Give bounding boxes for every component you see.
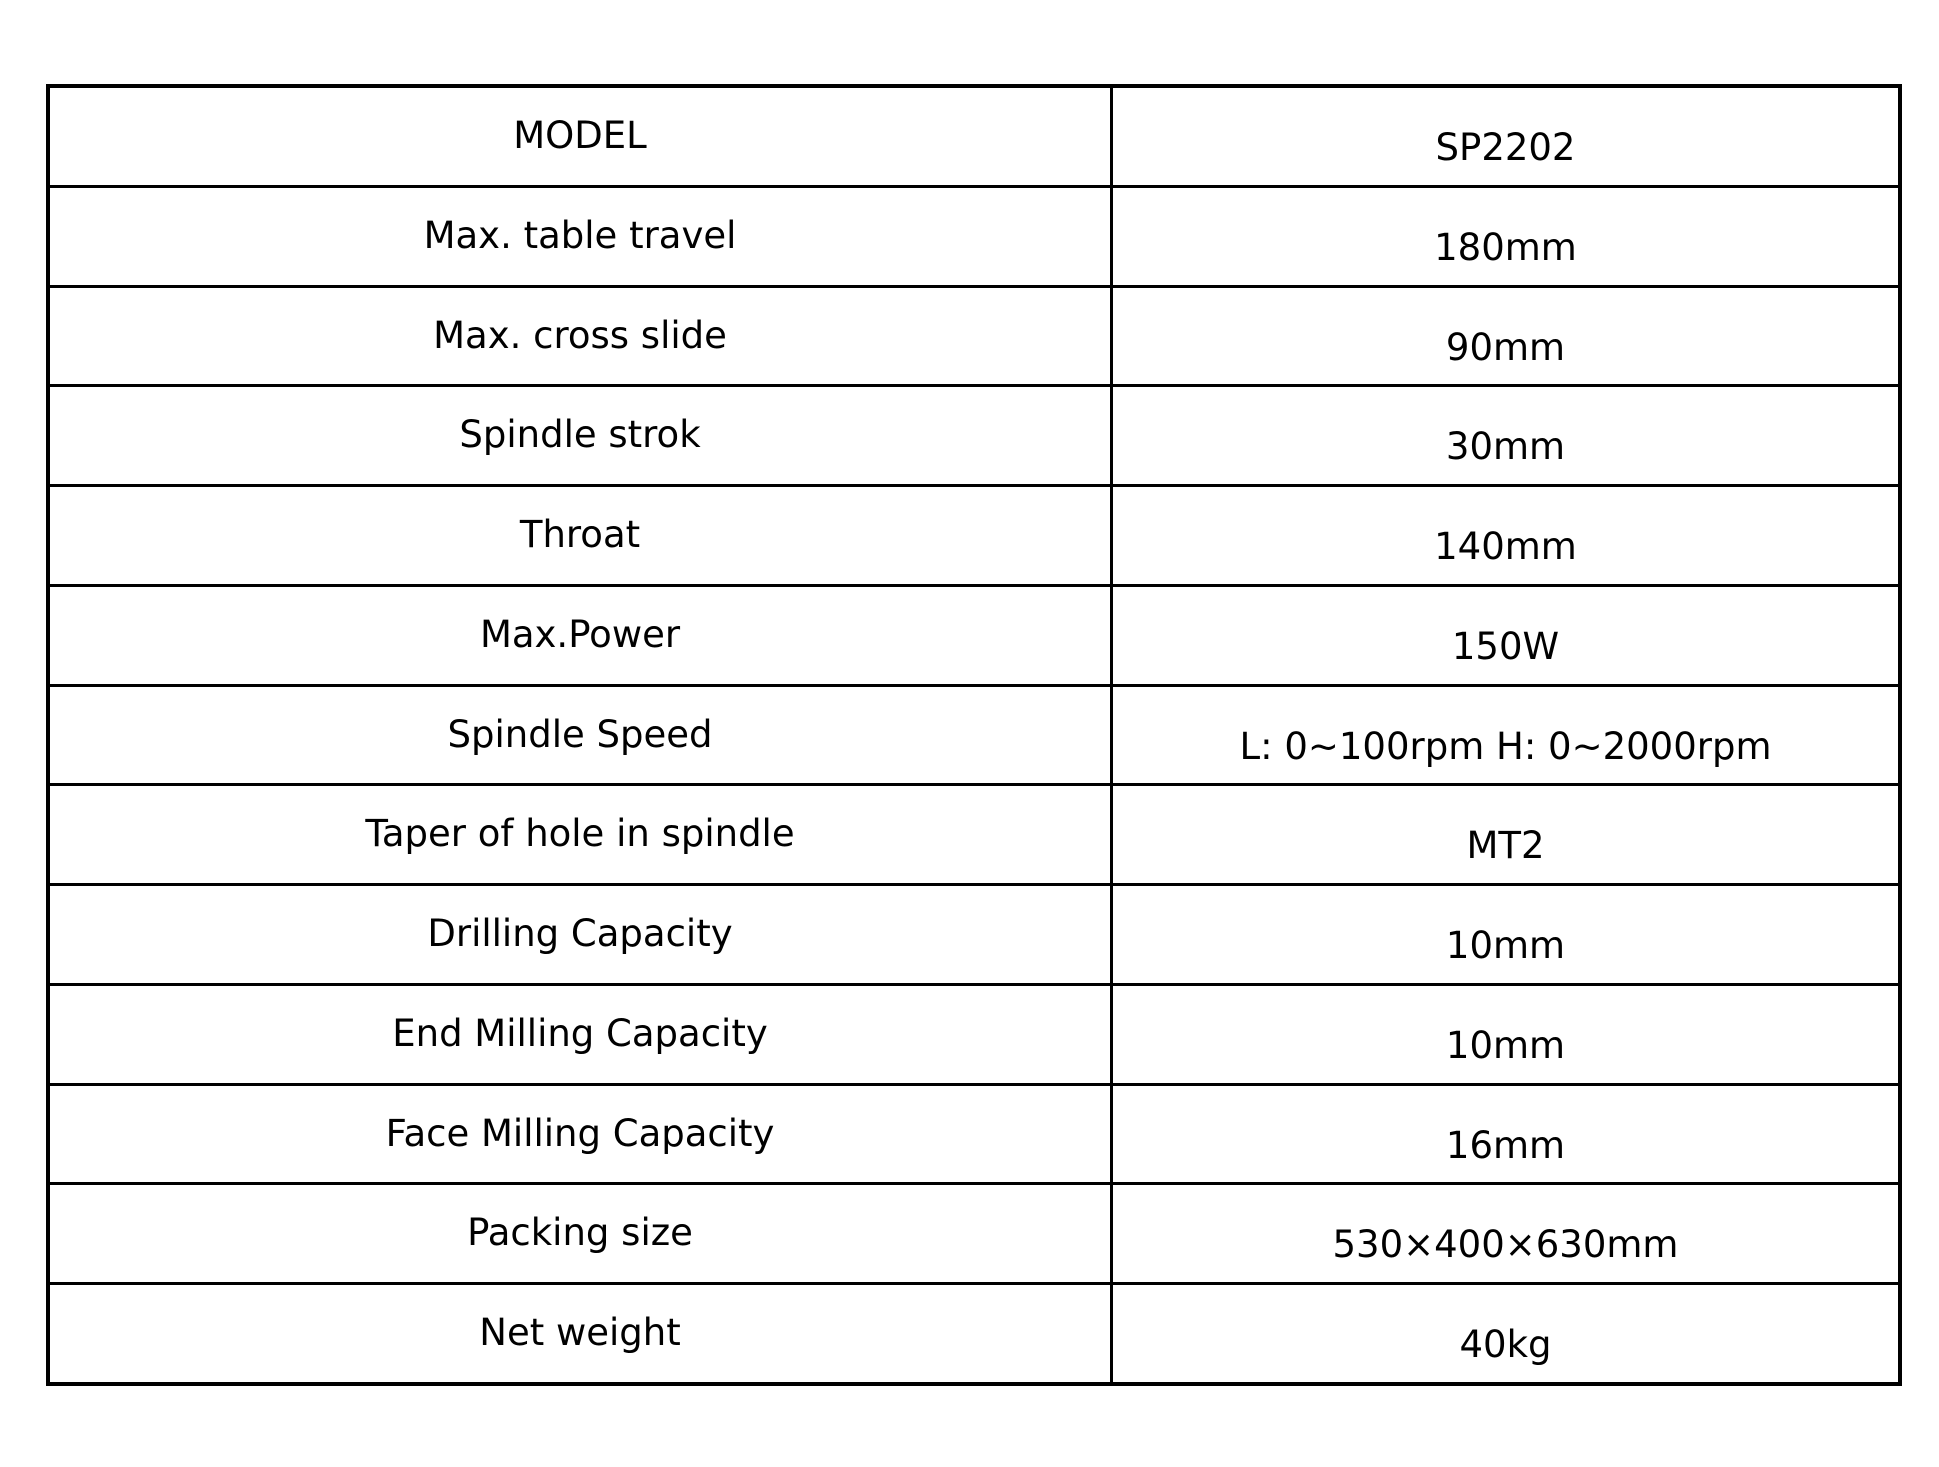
spec-label: End Milling Capacity <box>48 984 1112 1084</box>
spec-value: 150W <box>1112 585 1901 685</box>
spec-label: Max.Power <box>48 585 1112 685</box>
spec-value: 30mm <box>1112 386 1901 486</box>
spec-label: Spindle strok <box>48 386 1112 486</box>
spec-value: L: 0~100rpm H: 0~2000rpm <box>1112 685 1901 785</box>
spec-value: 10mm <box>1112 984 1901 1084</box>
spec-value: 40kg <box>1112 1284 1901 1384</box>
table-row <box>48 186 1900 286</box>
table-row <box>48 386 1900 486</box>
spec-label: Face Milling Capacity <box>48 1084 1112 1184</box>
table-row <box>48 885 1900 985</box>
spec-value: 530×400×630mm <box>1112 1184 1901 1284</box>
table-row <box>48 1184 1900 1284</box>
spec-value: SP2202 <box>1112 86 1901 186</box>
table-row <box>48 685 1900 785</box>
spec-label: Net weight <box>48 1284 1112 1384</box>
spec-label: Packing size <box>48 1184 1112 1284</box>
spec-label: Taper of hole in spindle <box>48 785 1112 885</box>
spec-label: Drilling Capacity <box>48 885 1112 985</box>
spec-label: Max. cross slide <box>48 286 1112 386</box>
table-row <box>48 486 1900 586</box>
table-row <box>48 86 1900 186</box>
spec-table <box>46 84 1902 1386</box>
spec-label: Throat <box>48 486 1112 586</box>
spec-label: MODEL <box>48 86 1112 186</box>
table-row <box>48 984 1900 1084</box>
table-row <box>48 1284 1900 1384</box>
spec-value: 180mm <box>1112 186 1901 286</box>
spec-label: Max. table travel <box>48 186 1112 286</box>
spec-value: MT2 <box>1112 785 1901 885</box>
spec-value: 16mm <box>1112 1084 1901 1184</box>
spec-label: Spindle Speed <box>48 685 1112 785</box>
spec-table-body <box>48 86 1900 1384</box>
spec-value: 90mm <box>1112 286 1901 386</box>
table-row <box>48 585 1900 685</box>
table-row <box>48 1084 1900 1184</box>
spec-value: 140mm <box>1112 486 1901 586</box>
spec-value: 10mm <box>1112 885 1901 985</box>
table-row <box>48 286 1900 386</box>
table-row <box>48 785 1900 885</box>
